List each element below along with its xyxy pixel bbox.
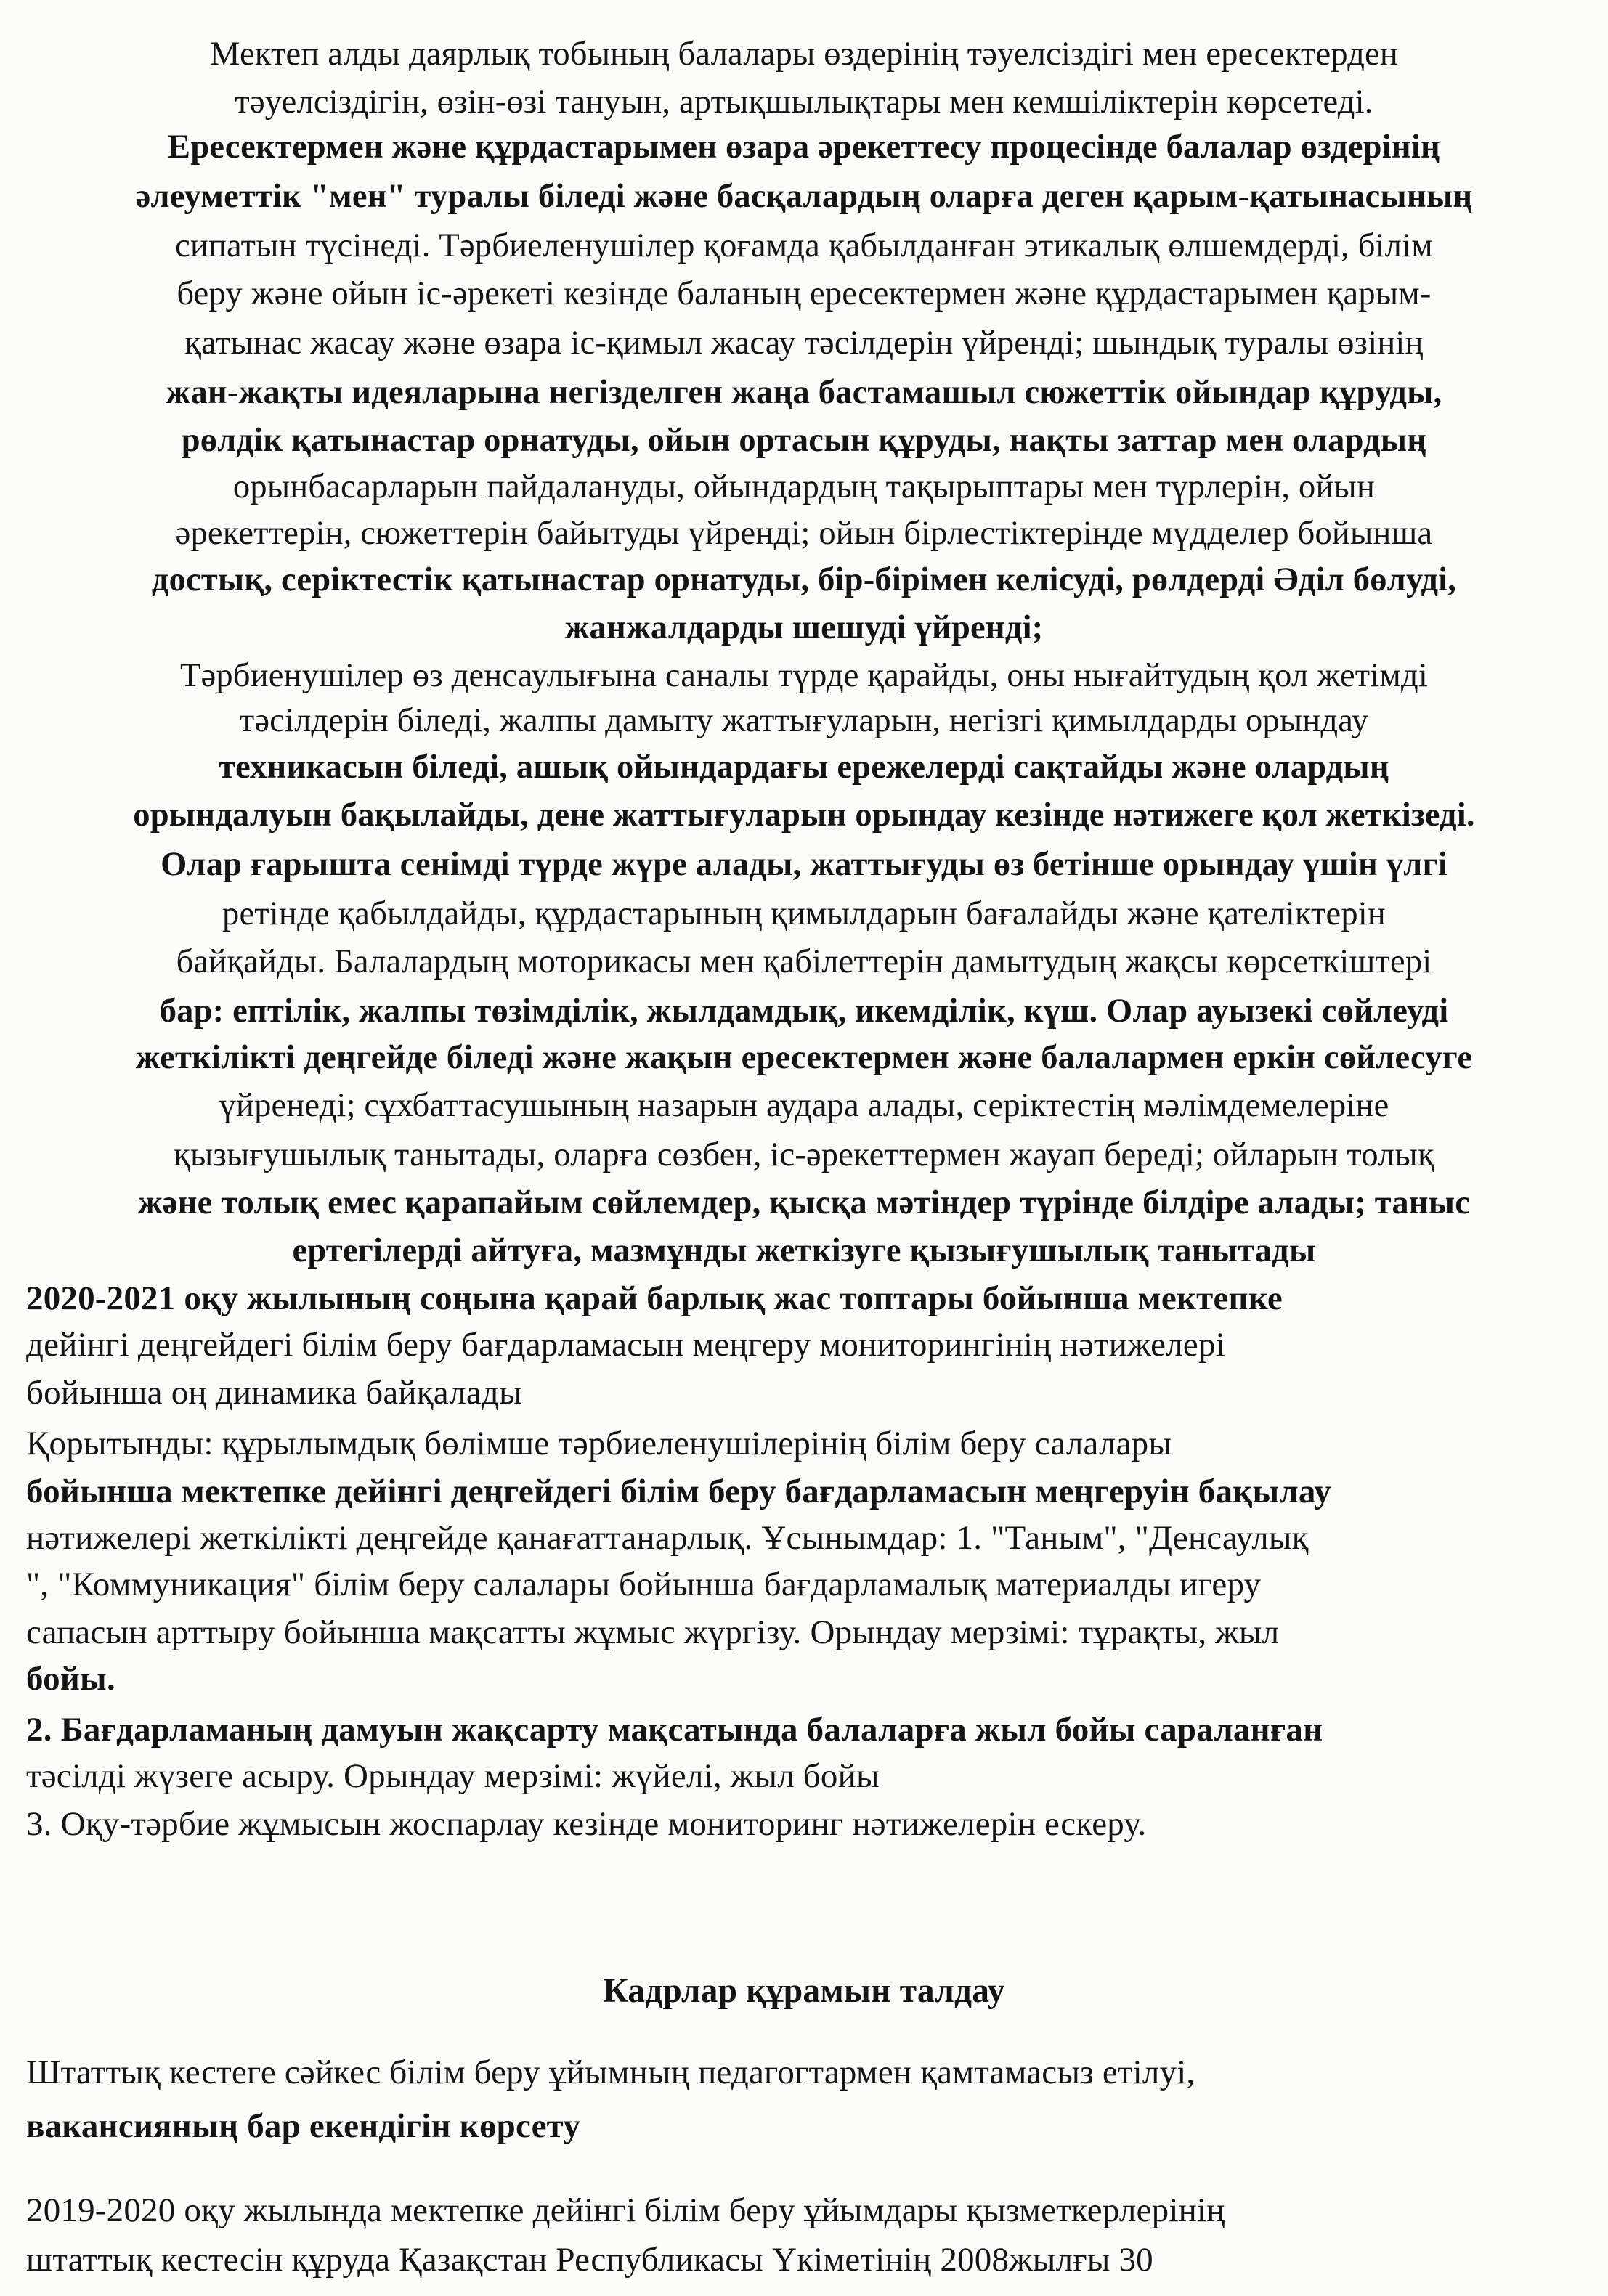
text-line: орынбасарларын пайдалануды, ойындардың тақырыптары мен түрлерін, ойын <box>232 468 1376 505</box>
text-line: жанжалдарды шешуді үйренді; <box>564 608 1044 646</box>
text-line: үйренеді; сұхбаттасушының назарын аудара алады, серіктестің мәлімдемелеріне <box>219 1086 1389 1124</box>
text-line: қызығушылық танытады, оларға сөзбен, іс-әрекеттермен жауап береді; ойларын толық <box>174 1136 1434 1173</box>
text-line: штаттық кестесін құруда Қазақстан Республикасы Үкіметінің 2008жылғы 30 <box>26 2241 1153 2279</box>
text-line: жан-жақты идеяларына негізделген жаңа бастамашыл сюжеттік ойындар құруды, <box>166 373 1442 411</box>
text-line: ", "Коммуникация" білім беру салалары бойынша бағдарламалық материалды игеру <box>26 1566 1262 1603</box>
text-line: 2020-2021 оқу жылының соңына қарай барлық жас топтары бойынша мектепке <box>26 1279 1283 1317</box>
recommendation-3: 3. Оқу-тәрбие жұмысын жоспарлау кезінде мониторинг нәтижелерін ескеру. <box>26 1805 1147 1843</box>
text-line: бар: ептілік, жалпы төзімділік, жылдамдық, икемділік, күш. Олар ауызекі сөйлеуді <box>159 992 1449 1030</box>
text-line: орындалуын бақылайды, дене жаттығуларын орындау кезінде нәтижеге қол жеткізеді. <box>133 796 1475 834</box>
text-line: нәтижелері жеткілікті деңгейде қанағаттанарлық. Ұсынымдар: 1. "Таным", "Денсаулық <box>26 1519 1309 1557</box>
text-line: Мектеп алды даярлық тобының балалары өздерінің тәуелсіздігі мен ересектерден <box>210 35 1398 73</box>
text-line: ертегілерді айтуға, мазмұнды жеткізуге қызығушылық танытады <box>292 1232 1316 1269</box>
text-line: жеткілікті деңгейде біледі және жақын ересектермен және балалармен еркін сөйлесуге <box>135 1038 1473 1076</box>
text-line: Олар ғарышта сенімді түрде жүре алады, жаттығуды өз бетінше орындау үшін үлгі <box>161 845 1447 883</box>
text-line: сапасын арттыру бойынша мақсатты жұмыс жүргізу. Орындау мерзімі: тұрақты, жыл <box>26 1613 1280 1651</box>
text-line: беру және ойын іс-әрекеті кезінде баланың ересектермен және құрдастарымен қарым- <box>176 274 1432 312</box>
text-line: әлеуметтік "мен" туралы біледі және басқалардың оларға деген қарым-қатынасының <box>135 177 1473 215</box>
text-line: ретінде қабылдайды, құрдастарының қимылдарын бағалайды және қателіктерін <box>222 895 1386 932</box>
section-heading: Кадрлар құрамын талдау <box>603 1971 1005 2010</box>
text-line: бойы. <box>26 1660 115 1698</box>
text-line: техникасын біледі, ашық ойындардағы ережелерді сақтайды және олардың <box>219 748 1389 786</box>
text-line: сипатын түсінеді. Тәрбиеленушілер қоғамда қабылданған этикалық өлшемдерді, білім <box>175 227 1433 264</box>
text-line: достық, серіктестік қатынастар орнатуды, бір-бірімен келісуді, рөлдерді Әділ бөлуді, <box>151 561 1457 598</box>
text-line: 2019-2020 оқу жылында мектепке дейінгі білім беру ұйымдары қызметкерлерінің <box>26 2191 1225 2229</box>
text-line: қатынас жасау және өзара іс-қимыл жасау тәсілдерін үйренді; шындық туралы өзінің <box>184 324 1424 362</box>
text-line: тәсілді жүзеге асыру. Орындау мерзімі: жүйелі, жыл бойы <box>26 1757 880 1795</box>
text-line: рөлдік қатынастар орнатуды, ойын ортасын құруды, нақты заттар мен олардың <box>181 421 1427 459</box>
text-line: Ересектермен және құрдастарымен өзара әрекеттесу процесінде балалар өздерінің <box>168 128 1440 166</box>
text-line: байқайды. Балалардың моторикасы мен қабілеттерін дамытудың жақсы көрсеткіштері <box>176 943 1432 980</box>
text-line: бойынша мектепке дейінгі деңгейдегі білім беру бағдарламасын меңгеруін бақылау <box>26 1473 1331 1510</box>
text-line: вакансияның бар екендігін көрсету <box>26 2107 581 2145</box>
text-line: бойынша оң динамика байқалады <box>26 1374 522 1412</box>
text-line: әрекеттерін, сюжеттерін байытуды үйренді; ойын бірлестіктерінде мүдделер бойынша <box>175 514 1433 552</box>
text-line: тәуелсіздігін, өзін-өзі тануын, артықшылықтары мен кемшіліктерін көрсетеді. <box>235 83 1373 121</box>
text-line: 2. Бағдарламаның дамуын жақсарту мақсатында балаларға жыл бойы сараланған <box>26 1711 1323 1749</box>
text-line: және толық емес қарапайым сөйлемдер, қысқа мәтіндер түрінде білдіре алады; таныс <box>137 1184 1471 1221</box>
text-line: дейінгі деңгейдегі білім беру бағдарламасын меңгеру мониторингінің нәтижелері <box>26 1326 1225 1364</box>
text-line: Қорытынды: құрылымдық бөлімше тәрбиеленушілерінің білім беру салалары <box>26 1425 1172 1462</box>
text-line: Штаттық кестеге сәйкес білім беру ұйымның педагогтармен қамтамасыз етілуі, <box>26 2053 1195 2091</box>
text-line: тәсілдерін біледі, жалпы дамыту жаттығуларын, негізгі қимылдарды орындау <box>239 701 1369 739</box>
text-line: Тәрбиенушілер өз денсаулығына саналы түрде қарайды, оны нығайтудың қол жетімді <box>180 656 1428 694</box>
